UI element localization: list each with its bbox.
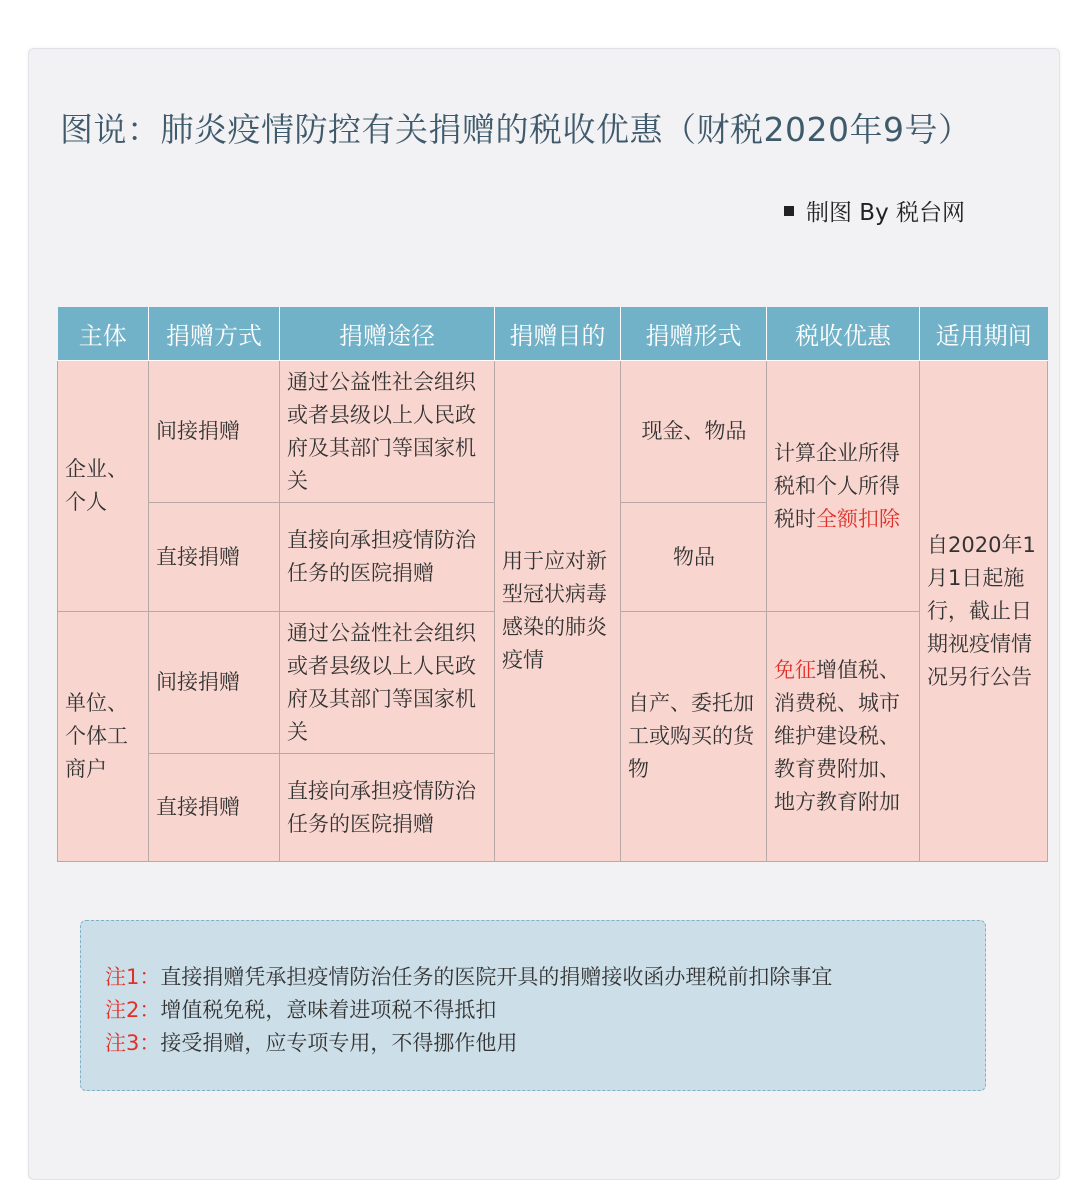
note-item xyxy=(105,961,985,994)
header-subject: 主体 xyxy=(58,307,149,361)
cell-mode-indirect-2: 间接捐赠 xyxy=(149,612,280,754)
benefit-2-highlight: 免征 xyxy=(774,658,816,682)
cell-form-cash-goods: 现金、物品 xyxy=(621,361,767,503)
cell-channel-direct: 直接向承担疫情防治任务的医院捐赠 xyxy=(280,503,495,612)
note-text: 直接捐赠凭承担疫情防治任务的医院开具的捐赠接收函办理税前扣除事宜 xyxy=(160,965,833,989)
header-form: 捐赠形式 xyxy=(621,307,767,361)
note-label: 注1： xyxy=(105,965,161,989)
cell-purpose: 用于应对新型冠状病毒感染的肺炎疫情 xyxy=(495,361,621,862)
cell-channel-indirect: 通过公益性社会组织或者县级以上人民政府及其部门等国家机关 xyxy=(280,361,495,503)
header-mode: 捐赠方式 xyxy=(149,307,280,361)
note-label: 注3： xyxy=(105,1031,161,1055)
tax-benefit-table xyxy=(57,307,1048,862)
cell-period: 自2020年1月1日起施行，截止日期视疫情情况另行公告 xyxy=(920,361,1048,862)
cell-subject-enterprise: 企业、个人 xyxy=(58,361,149,612)
cell-form-goods: 物品 xyxy=(621,503,767,612)
cell-channel-indirect-2: 通过公益性社会组织或者县级以上人民政府及其部门等国家机关 xyxy=(280,612,495,754)
cell-mode-direct: 直接捐赠 xyxy=(149,503,280,612)
note-item xyxy=(105,1027,985,1060)
header-channel: 捐赠途径 xyxy=(280,307,495,361)
benefit-1-highlight: 全额扣除 xyxy=(816,506,900,531)
cell-subject-unit: 单位、个体工商户 xyxy=(58,612,149,862)
note-text: 接受捐赠，应专项专用，不得挪作他用 xyxy=(160,1031,518,1055)
table-header-row xyxy=(58,307,1048,361)
cell-mode-direct-2: 直接捐赠 xyxy=(149,754,280,862)
benefit-1-text: 计算企业所得税和个人所得税时 xyxy=(774,440,900,531)
credit-text: 制图 By 税台网 xyxy=(806,200,966,226)
cell-benefit-income-tax xyxy=(767,361,920,612)
credit-line xyxy=(784,194,965,227)
square-bullet-icon xyxy=(784,206,794,216)
cell-mode-indirect: 间接捐赠 xyxy=(149,361,280,503)
header-purpose: 捐赠目的 xyxy=(495,307,621,361)
note-label: 注2： xyxy=(105,998,161,1022)
table-row xyxy=(58,361,1048,503)
benefit-2-text: 增值税、消费税、城市维护建设税、教育费附加、地方教育附加 xyxy=(774,658,900,814)
header-benefit: 税收优惠 xyxy=(767,307,920,361)
note-item xyxy=(105,994,985,1027)
header-period: 适用期间 xyxy=(920,307,1048,361)
cell-channel-direct-2: 直接向承担疫情防治任务的医院捐赠 xyxy=(280,754,495,862)
page-title: 图说：肺炎疫情防控有关捐赠的税收优惠（财税2020年9号） xyxy=(60,110,972,149)
cell-benefit-tax-exempt xyxy=(767,612,920,862)
notes-box xyxy=(80,920,986,1091)
cell-form-own-goods: 自产、委托加工或购买的货物 xyxy=(621,612,767,862)
note-text: 增值税免税，意味着进项税不得抵扣 xyxy=(160,998,497,1022)
